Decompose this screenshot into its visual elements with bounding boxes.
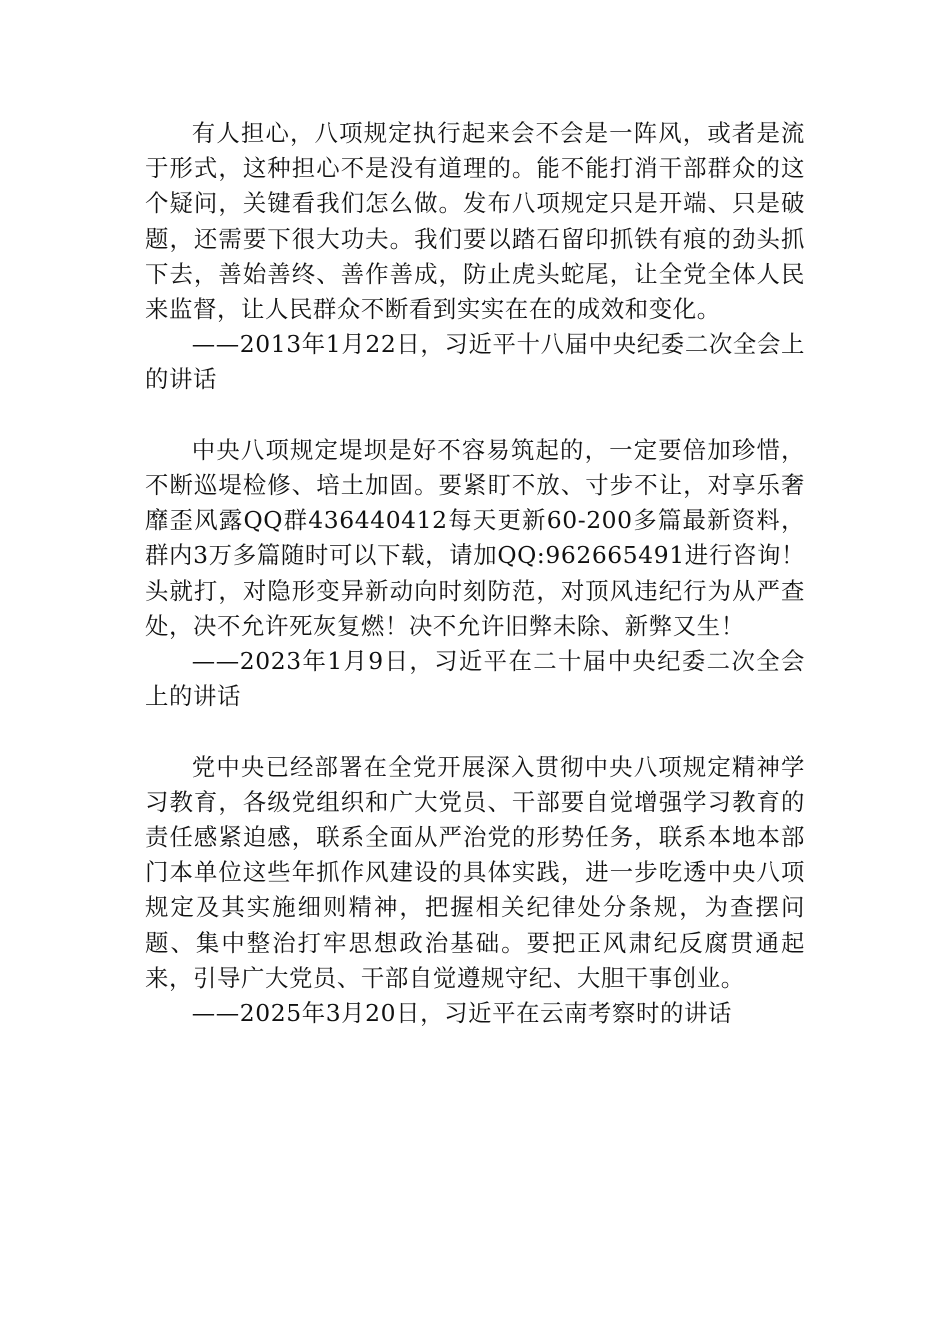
quote-source-2: ——2023年1月9日，习近平在二十届中央纪委二次全会上的讲话 — [145, 647, 805, 711]
quote-source-3: ——2025年3月20日，习近平在云南考察时的讲话 — [191, 999, 732, 1028]
paragraph-spacer — [145, 398, 805, 433]
quote-paragraph-2: 中央八项规定堤坝是好不容易筑起的，一定要倍加珍惜，不断巡堤检修、培土加固。要紧盯不放、寸步不让，对享乐奢靡歪风露QQ群436440412每天更新60-200多篇最新资料，群内3万多篇随时可以下载，请加QQ:962665491进行咨询！头就打，对隐形变异新动向时刻防范，对顶风违纪行为从严查处，决不允许死灰复燃！决不允许旧弊未除、新弊又生！ — [145, 435, 805, 640]
quote-paragraph-1: 有人担心，八项规定执行起来会不会是一阵风，或者是流于形式，这种担心不是没有道理的。能不能打消干部群众的这个疑问，关键看我们怎么做。发布八项规定只是开端、只是破题，还需要下很大功夫。我们要以踏石留印抓铁有痕的劲头抓下去，善始善终、善作善成，防止虎头蛇尾，让全党全体人民来监督，让人民群众不断看到实实在在的成效和变化。 — [145, 119, 805, 324]
document-body — [145, 116, 805, 1031]
paragraph-spacer — [145, 714, 805, 749]
quote-source-1: ——2013年1月22日，习近平十八届中央纪委二次全会上的讲话 — [145, 330, 805, 394]
quote-paragraph-3: 党中央已经部署在全党开展深入贯彻中央八项规定精神学习教育，各级党组织和广大党员、干部要自觉增强学习教育的责任感紧迫感，联系全面从严治党的形势任务，联系本地本部门本单位这些年抓作风建设的具体实践，进一步吃透中央八项规定及其实施细则精神，把握相关纪律处分条规，为查摆问题、集中整治打牢思想政治基础。要把正风肃纪反腐贯通起来，引导广大党员、干部自觉遵规守纪、大胆干事创业。 — [145, 752, 805, 992]
